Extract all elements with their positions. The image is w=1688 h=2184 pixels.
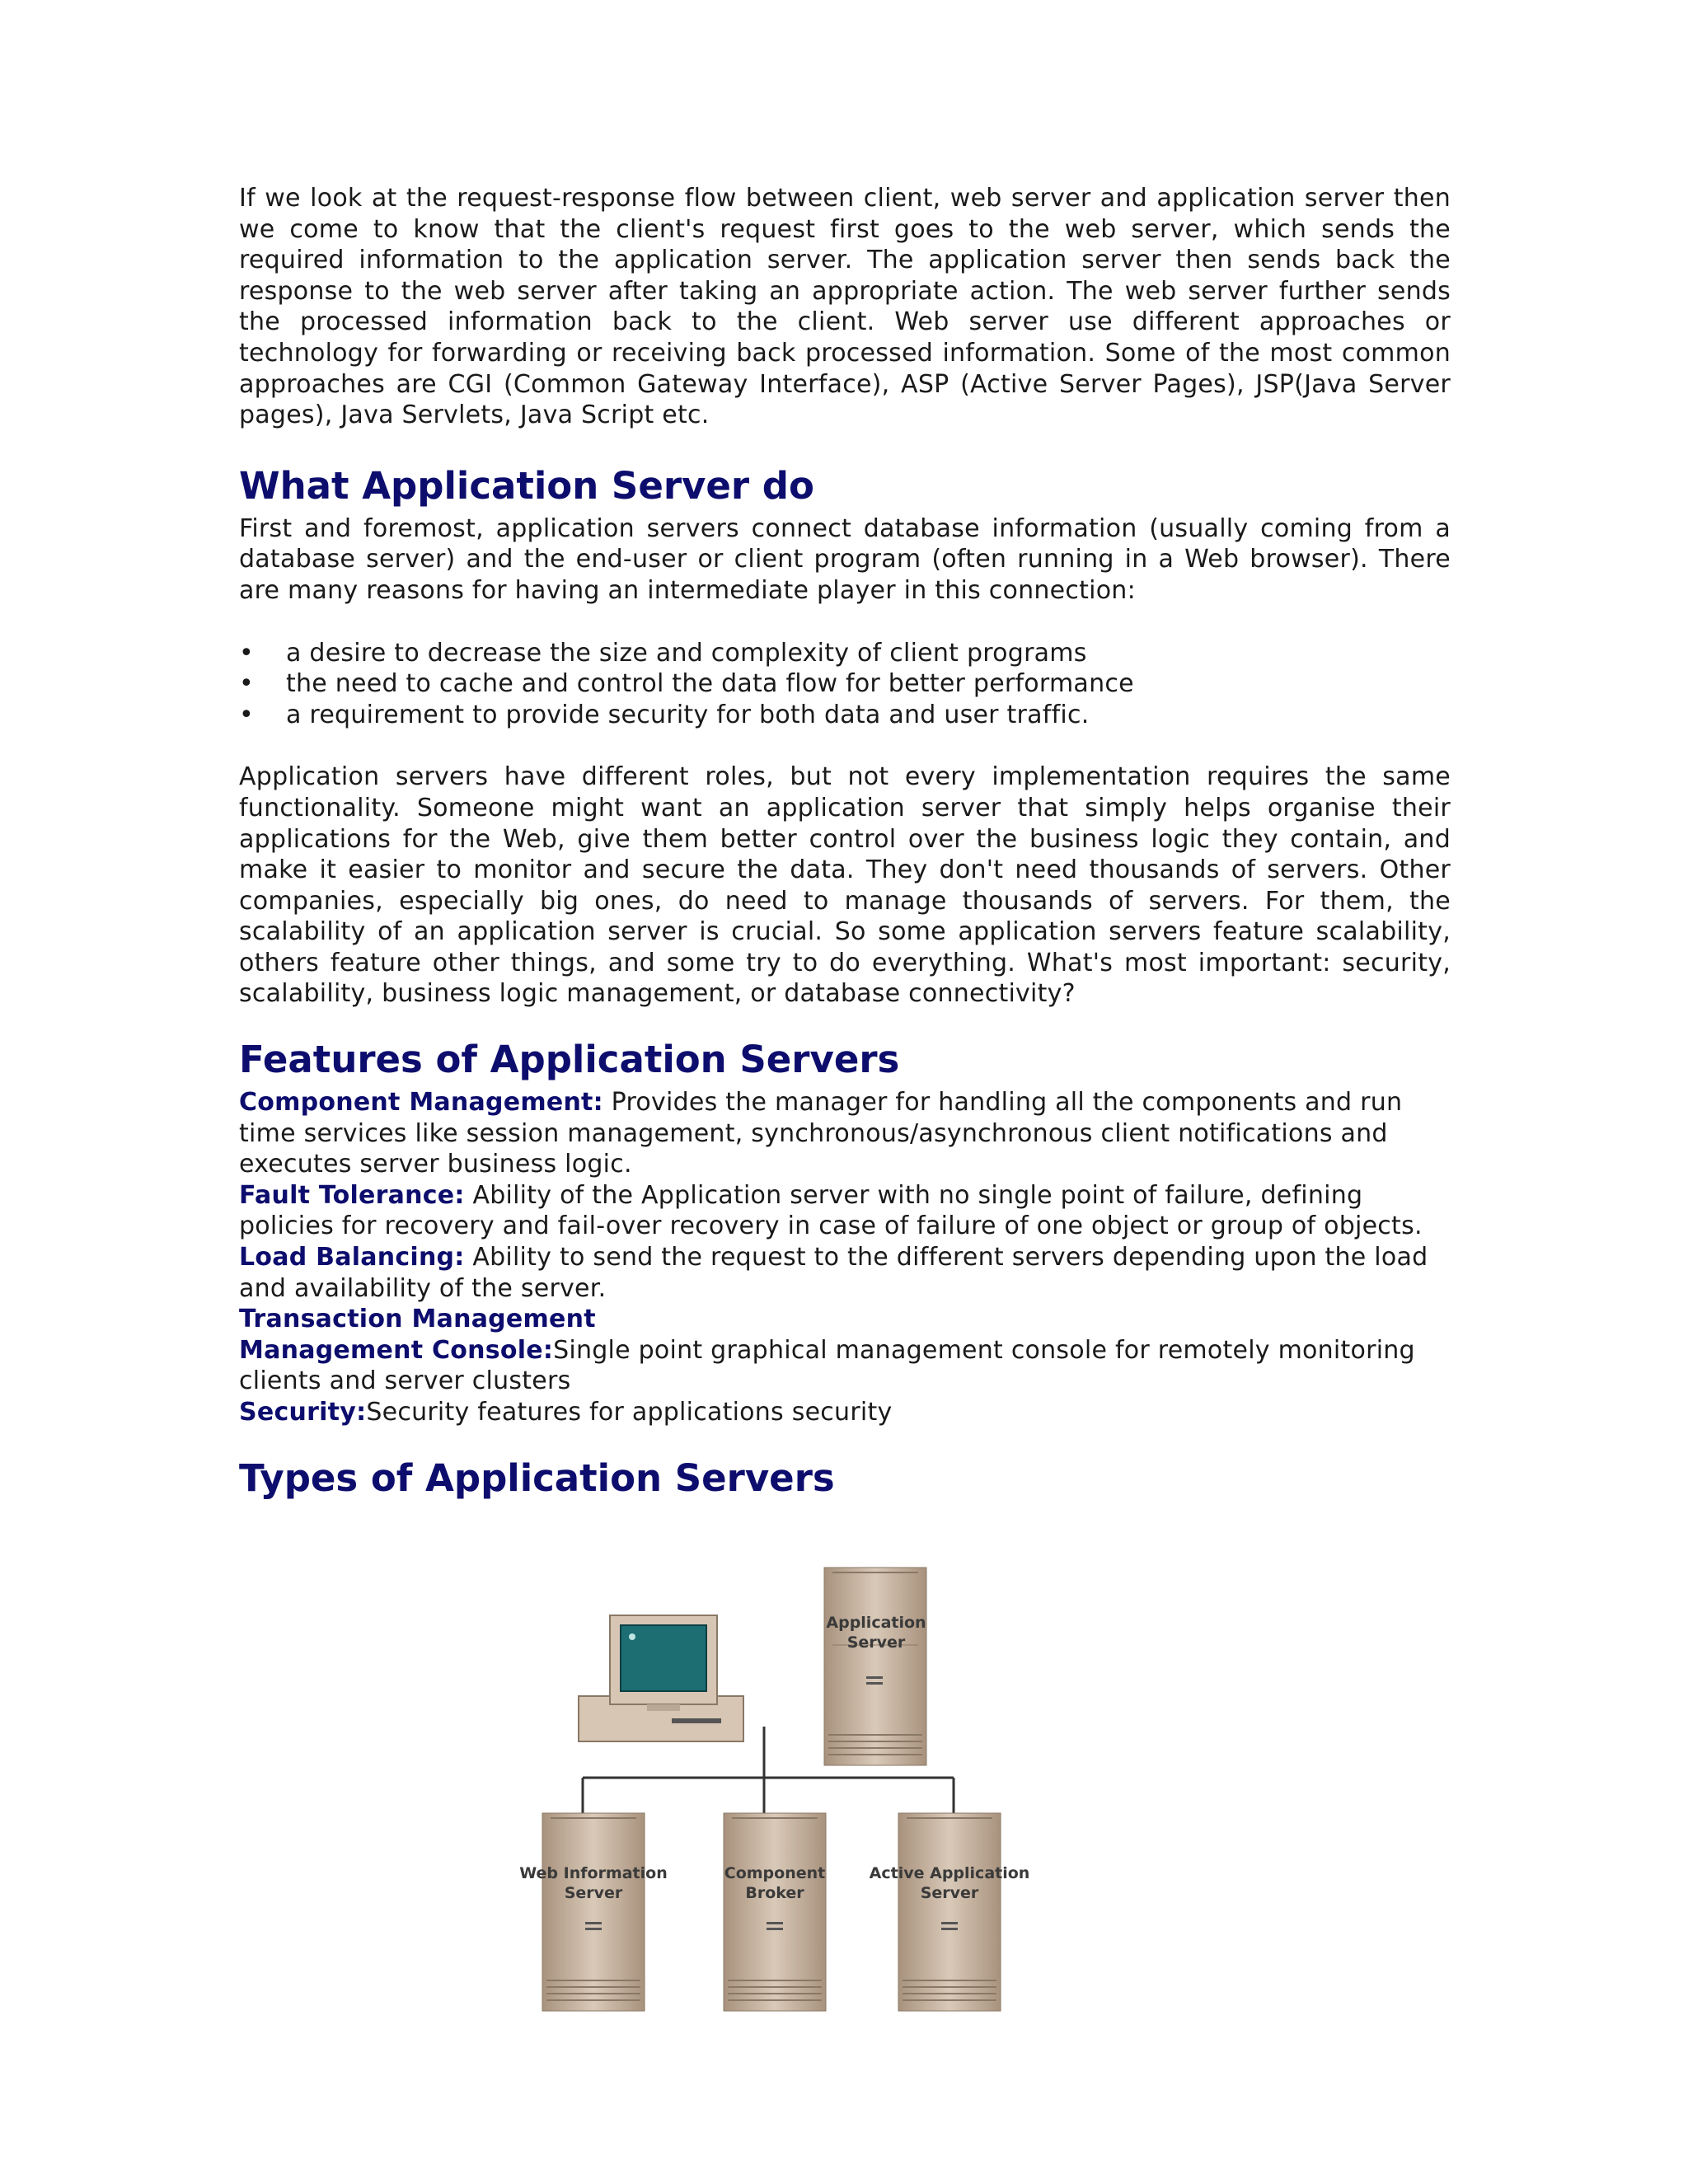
top-server-label-line1: Application bbox=[826, 1614, 926, 1632]
feature-term: Load Balancing: bbox=[239, 1243, 465, 1272]
reasons-list bbox=[239, 638, 1451, 731]
heading-types: Types of Application Servers bbox=[239, 1455, 835, 1500]
bullet-icon: • bbox=[239, 700, 254, 729]
server-label-1-line2: Server bbox=[564, 1884, 623, 1902]
component-broker-tower bbox=[724, 1813, 826, 2011]
server-label-2-line1: Component bbox=[724, 1864, 826, 1882]
application-server-tower bbox=[824, 1568, 926, 1765]
intro-paragraph: If we look at the request-response flow between client, web server and application server then we come to know that the client's request first goes to the web server, which sends the required information to the application server. The application server then sends back the response to the web server after taking an appropriate action. The web server further sends the processed information back to the client. Web server use different approaches or technology for forwarding or receiving back processed information. Some of the most common approaches are CGI (Common Gateway Interface), ASP (Active Server Pages), JSP(Java Server pages), Java Servlets, Java Script etc. bbox=[239, 184, 1451, 430]
list-item: • a requirement to provide security for both data and user traffic. bbox=[239, 700, 1090, 729]
feature-item bbox=[239, 1304, 1451, 1335]
list-item: • a desire to decrease the size and complexity of client programs bbox=[239, 638, 1087, 668]
feature-desc: Provides the manager for handling all the components and run time services like session management, synchronous/asynchronous client notifications and executes server business logic. bbox=[239, 1088, 1403, 1179]
diagram-svg bbox=[462, 1566, 1055, 2027]
feature-desc: Ability to send the request to the different servers depending upon the load and availability of the server. bbox=[239, 1243, 1428, 1303]
feature-item bbox=[239, 1242, 1451, 1304]
application-server-types-diagram bbox=[462, 1566, 1055, 2027]
bullet-icon: • bbox=[239, 669, 254, 699]
computer-icon bbox=[579, 1615, 743, 1741]
feature-desc: Security features for applications security bbox=[366, 1398, 893, 1427]
feature-item bbox=[239, 1397, 1451, 1428]
bullet-icon: • bbox=[239, 638, 254, 668]
server-label-3-line1: Active Application bbox=[869, 1864, 1030, 1882]
feature-term: Component Management: bbox=[239, 1088, 603, 1118]
feature-term: Transaction Management bbox=[239, 1305, 596, 1334]
feature-desc: Single point graphical management console for remotely monitoring clients and server clusters bbox=[239, 1335, 1415, 1396]
feature-term: Management Console: bbox=[239, 1335, 554, 1365]
web-information-server-tower bbox=[519, 1813, 667, 2011]
active-application-server-tower bbox=[870, 1813, 1030, 2011]
heading-what-application-server-do: What Application Server do bbox=[239, 463, 814, 508]
top-server-label-line2: Server bbox=[846, 1633, 906, 1652]
server-label-2-line2: Broker bbox=[745, 1884, 804, 1902]
list-item: • the need to cache and control the data flow for better performance bbox=[239, 669, 1134, 699]
what-paragraph-2: Application servers have different roles, but not every implementation requires the same functionality. Someone might want an application server that simply helps organise their applications for the Web, give them better control over the business logic they contain, and make it easier to monitor and secure the data. They don't need thousands of servers. Other companies, especially big ones, do need to manage thousands of servers. For them, the scalability of an application server is crucial. So some application servers feature scalability, others feature other things, and some try to do everything. What's most important: security, scalability, business logic management, or database connectivity? bbox=[239, 762, 1451, 1009]
feature-term: Fault Tolerance: bbox=[239, 1180, 465, 1210]
feature-item bbox=[239, 1087, 1451, 1180]
feature-item bbox=[239, 1180, 1451, 1242]
server-label-1-line1: Web Information bbox=[519, 1864, 668, 1882]
feature-term: Security: bbox=[239, 1398, 367, 1427]
heading-features: Features of Application Servers bbox=[239, 1038, 900, 1082]
features-list bbox=[239, 1087, 1451, 1428]
feature-item bbox=[239, 1335, 1451, 1397]
document-body bbox=[239, 183, 1451, 1502]
feature-desc: Ability of the Application server with no single point of failure, defining policies for recovery and fail-over recovery in case of failure of one object or group of objects. bbox=[239, 1180, 1423, 1241]
server-label-3-line2: Server bbox=[920, 1884, 979, 1902]
what-paragraph-1: First and foremost, application servers connect database information (usually coming from a database server) and the end-user or client program (often running in a Web browser). There are many reasons for having an intermediate player in this connection: bbox=[239, 513, 1451, 605]
